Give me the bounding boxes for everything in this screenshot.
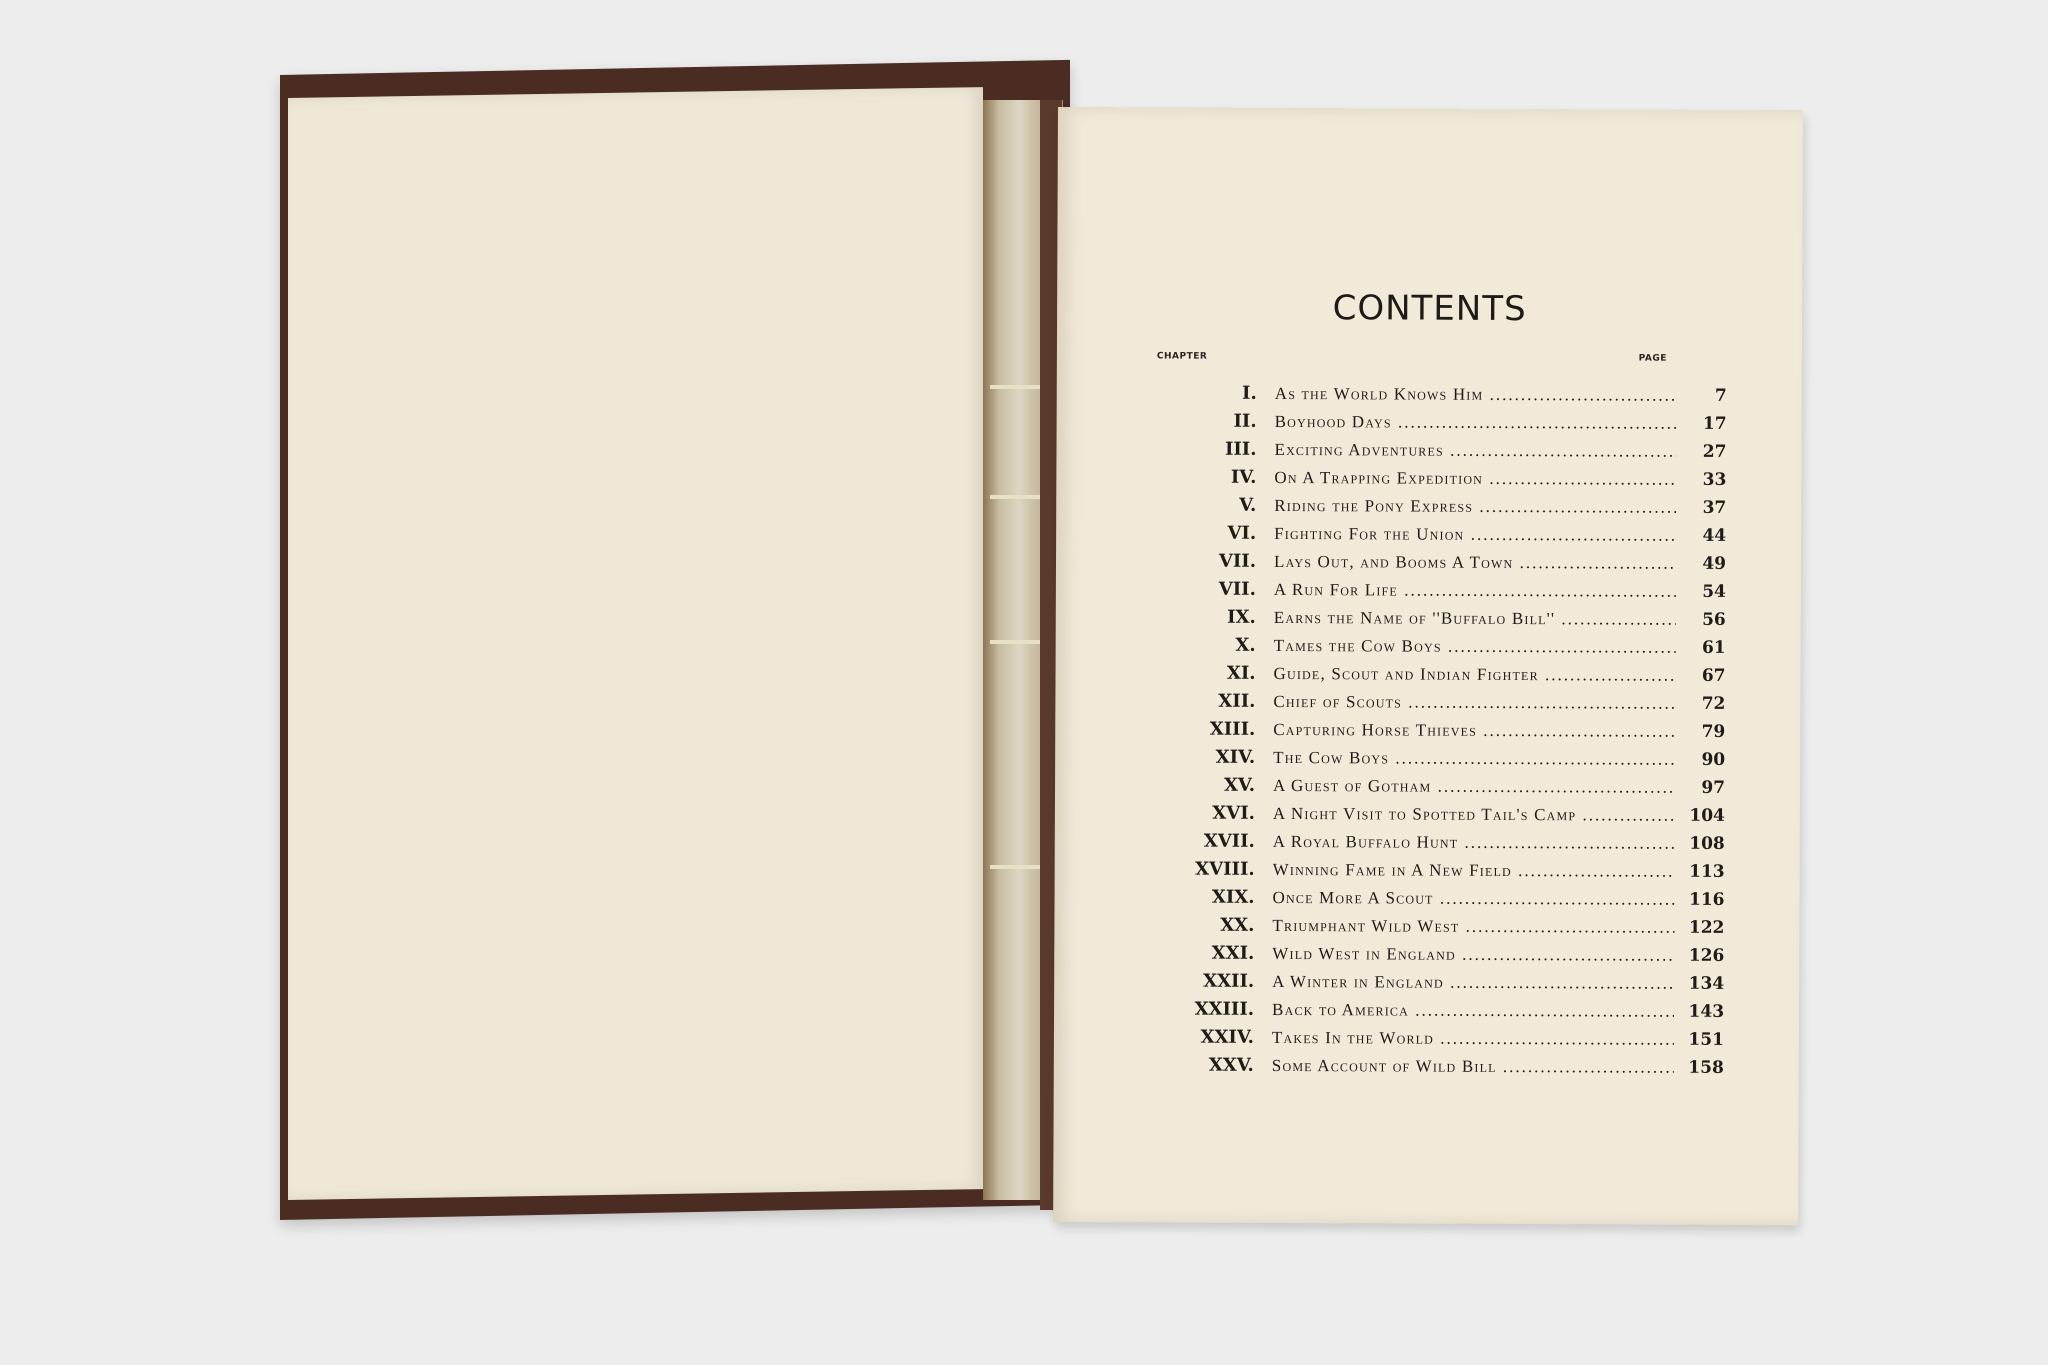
page-number: 104 xyxy=(1689,805,1725,826)
page-number: 7 xyxy=(1714,385,1727,406)
chapter-title: Triumphant Wild West ..... xyxy=(1272,912,1674,942)
toc-entry xyxy=(1145,659,1725,690)
contents-title: CONTENTS xyxy=(1332,288,1527,330)
toc-entry xyxy=(1145,687,1725,718)
chapter-number: XI. xyxy=(1226,662,1256,684)
chapter-title: Once More A Scout ..... xyxy=(1272,884,1674,914)
chapter-number: XX. xyxy=(1220,914,1255,936)
chapter-number: XXIII. xyxy=(1194,998,1255,1020)
chapter-title: As the World Knows Him ..... xyxy=(1275,380,1677,410)
table-of-contents xyxy=(1144,379,1727,1082)
chapter-column-header: CHAPTER xyxy=(1156,351,1208,362)
left-endpaper xyxy=(288,87,983,1200)
page-column-header: PAGE xyxy=(1638,353,1667,364)
page-number: 72 xyxy=(1701,693,1726,714)
chapter-title: Capturing Horse Thieves ..... xyxy=(1273,716,1675,746)
chapter-title: Guide, Scout and Indian Fighter ..... xyxy=(1273,660,1675,690)
toc-entry xyxy=(1146,575,1726,606)
toc-entry xyxy=(1145,743,1725,774)
chapter-number: XXII. xyxy=(1203,970,1255,992)
chapter-number: XIX. xyxy=(1211,886,1255,908)
chapter-title: Takes In the World ..... xyxy=(1272,1024,1674,1054)
chapter-number: XXIV. xyxy=(1200,1026,1254,1048)
toc-entry xyxy=(1145,715,1725,746)
chapter-number: XIV. xyxy=(1215,746,1256,768)
page-number: 143 xyxy=(1688,1001,1725,1022)
page-number: 27 xyxy=(1702,441,1727,462)
chapter-number: I. xyxy=(1242,382,1257,404)
toc-entry xyxy=(1146,603,1726,634)
chapter-title: Lays Out, and Booms A Town ..... xyxy=(1274,548,1676,578)
toc-entry xyxy=(1144,883,1724,914)
chapter-title: A Run For Life ..... xyxy=(1274,576,1676,606)
page-number: 37 xyxy=(1702,497,1727,518)
chapter-title: Wild West in England ..... xyxy=(1272,940,1674,970)
chapter-title: Winning Fame in A New Field ..... xyxy=(1273,856,1675,886)
chapter-title: Back to America ..... xyxy=(1272,996,1674,1026)
chapter-number: XVI. xyxy=(1212,802,1255,824)
chapter-number: XXI. xyxy=(1211,942,1255,964)
page-number: 44 xyxy=(1702,525,1727,546)
toc-entry xyxy=(1144,967,1724,998)
page-number: 61 xyxy=(1701,637,1726,658)
chapter-title: Fighting For the Union ..... xyxy=(1274,520,1676,550)
chapter-title: Boyhood Days ..... xyxy=(1275,408,1677,438)
chapter-number: XV. xyxy=(1223,774,1256,796)
chapter-title: A Guest of Gotham ..... xyxy=(1273,772,1675,802)
toc-entry xyxy=(1144,1023,1724,1054)
toc-entry xyxy=(1145,771,1725,802)
chapter-number: XIII. xyxy=(1209,718,1256,740)
chapter-title: A Royal Buffalo Hunt ..... xyxy=(1273,828,1675,858)
page-number: 56 xyxy=(1702,609,1726,630)
chapter-number: IX. xyxy=(1227,606,1256,628)
page-number: 108 xyxy=(1689,833,1725,854)
page-number: 17 xyxy=(1702,413,1727,434)
chapter-title: Chief of Scouts ..... xyxy=(1273,688,1675,718)
chapter-number: XVIII. xyxy=(1195,858,1255,880)
page-number: 33 xyxy=(1702,469,1727,490)
contents-page xyxy=(1053,107,1803,1225)
toc-entry xyxy=(1146,547,1726,578)
chapter-title: Exciting Adventures ..... xyxy=(1274,436,1676,466)
chapter-number: XII. xyxy=(1218,690,1256,712)
toc-entry xyxy=(1144,939,1724,970)
toc-entry xyxy=(1145,799,1725,830)
page-number: 79 xyxy=(1701,721,1726,742)
chapter-number: V. xyxy=(1239,494,1257,516)
chapter-title: Some Account of Wild Bill ..... xyxy=(1272,1052,1674,1082)
chapter-number: X. xyxy=(1235,634,1256,656)
chapter-title: Tames the Cow Boys ..... xyxy=(1274,632,1676,662)
chapter-number: IV. xyxy=(1230,466,1257,488)
toc-entry xyxy=(1145,855,1725,886)
toc-entry xyxy=(1146,519,1726,550)
chapter-title: On A Trapping Expedition ..... xyxy=(1274,464,1676,494)
chapter-number: VI. xyxy=(1227,522,1257,544)
chapter-number: III. xyxy=(1224,438,1257,460)
chapter-title: The Cow Boys ..... xyxy=(1273,744,1675,774)
page-number: 97 xyxy=(1701,777,1726,798)
page-number: 54 xyxy=(1702,581,1726,602)
chapter-title: Earns the Name of ''Buffalo Bill'' ..... xyxy=(1274,604,1676,634)
toc-entry xyxy=(1147,407,1727,438)
page-number: 151 xyxy=(1688,1029,1724,1050)
toc-entry xyxy=(1146,631,1726,662)
toc-entry xyxy=(1146,463,1726,494)
toc-entry xyxy=(1146,491,1726,522)
toc-entry xyxy=(1147,379,1727,410)
page-number: 49 xyxy=(1702,553,1727,574)
page-number: 67 xyxy=(1701,665,1726,686)
page-number: 122 xyxy=(1688,917,1725,938)
page-number: 158 xyxy=(1688,1057,1724,1078)
page-number: 116 xyxy=(1689,889,1725,910)
toc-entry xyxy=(1144,995,1724,1026)
chapter-number: II. xyxy=(1233,410,1257,432)
page-number: 134 xyxy=(1688,973,1725,994)
page-number: 113 xyxy=(1689,861,1725,882)
chapter-title: A Night Visit to Spotted Tail's Camp ..... xyxy=(1273,800,1675,830)
toc-entry xyxy=(1144,1051,1724,1082)
toc-entry xyxy=(1146,435,1726,466)
chapter-number: XXV. xyxy=(1208,1054,1254,1076)
toc-entry xyxy=(1145,827,1725,858)
toc-entry xyxy=(1144,911,1724,942)
chapter-number: VII. xyxy=(1218,550,1257,572)
chapter-title: A Winter in England ..... xyxy=(1272,968,1674,998)
chapter-number: VII. xyxy=(1218,578,1256,600)
page-number: 126 xyxy=(1688,945,1725,966)
chapter-title: Riding the Pony Express ..... xyxy=(1274,492,1676,522)
page-number: 90 xyxy=(1701,749,1726,770)
chapter-number: XVII. xyxy=(1203,830,1255,852)
